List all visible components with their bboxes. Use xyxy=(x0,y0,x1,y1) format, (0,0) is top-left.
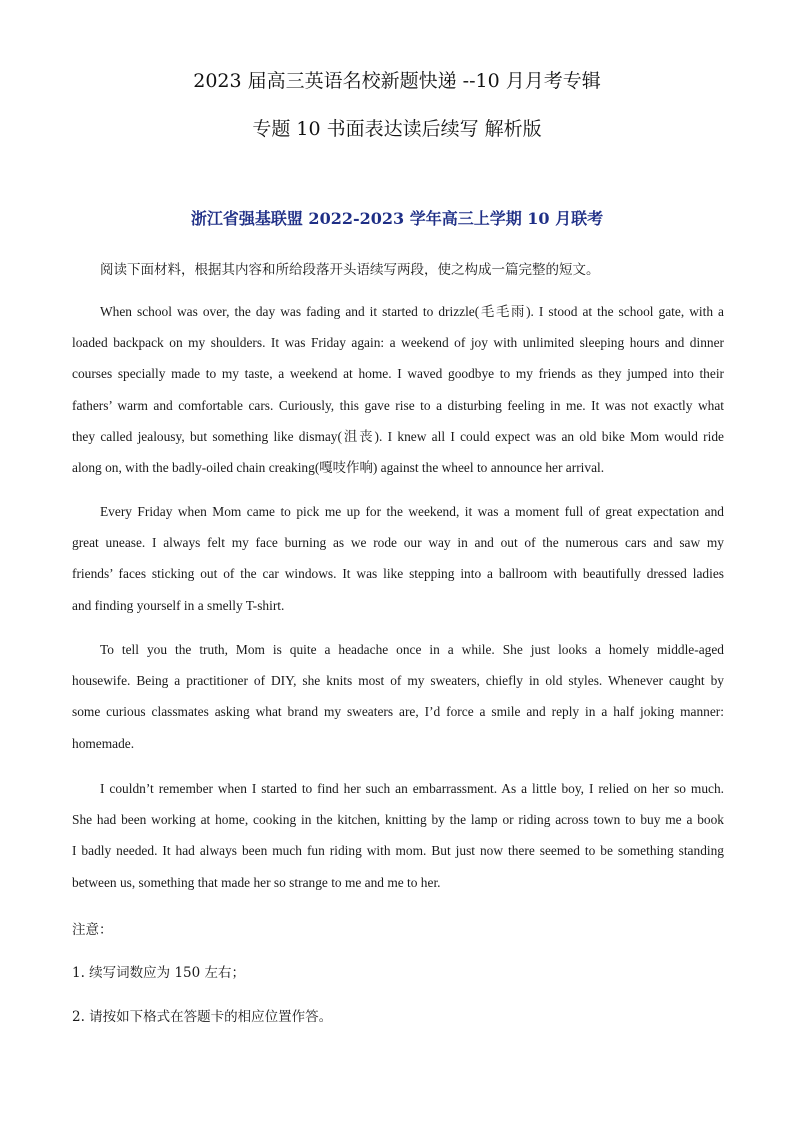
story-paragraph-4 xyxy=(72,773,724,898)
note-item: 1. 续写词数应为 150 左右； xyxy=(72,965,246,981)
notes-heading: 注意： xyxy=(72,922,113,938)
story-paragraph-2 xyxy=(72,496,724,621)
story-paragraph-3 xyxy=(72,634,724,759)
paragraph-line: Every Friday when Mom came to pick me up for the weekend, it was a moment full of great expectation and xyxy=(100,504,724,519)
paragraph-line: When school was over, the day was fading and it started to drizzle(毛毛雨). I stood at the school gate, with a xyxy=(100,304,724,319)
note-item: 2. 请按如下格式在答题卡的相应位置作答。 xyxy=(72,1009,333,1025)
paragraph-line: housewife. Being a practitioner of DIY, she knits most of my sweaters, chiefly in old styles. Whenever caught by xyxy=(72,673,724,689)
paragraph-line: great unease. I always felt my face burning as we rode our way in and out of the numerous cars and saw my xyxy=(72,535,724,551)
exam-source-heading: 浙江省强基联盟 2022-2023 学年高三上学期 10 月联考 xyxy=(190,209,604,228)
paragraph-line: I badly needed. It had always been much fun riding with mom. But just now there seemed to be something standing xyxy=(72,843,724,859)
paragraph-line: She had been working at home, cooking in the kitchen, knitting by the lamp or riding across town to buy me a book xyxy=(72,812,724,828)
task-instruction: 阅读下面材料，根据其内容和所给段落开头语续写两段，使之构成一篇完整的短文。 xyxy=(100,262,600,278)
paragraph-line: some curious classmates asking what brand my sweaters are, I’d force a smile and reply in a half joking manner: xyxy=(72,704,724,720)
paragraph-line: and finding yourself in a smelly T-shirt. xyxy=(72,597,285,613)
paragraph-line: I couldn’t remember when I started to find her such an embarrassment. As a little boy, I relied on her so much. xyxy=(100,781,724,796)
document-subtitle: 专题 10 书面表达读后续写 解析版 xyxy=(252,118,542,140)
paragraph-line: homemade. xyxy=(72,735,135,751)
paragraph-line: friends’ faces sticking out of the car windows. It was like stepping into a ballroom with beautifully dressed ladies xyxy=(72,566,724,582)
paragraph-line: To tell you the truth, Mom is quite a headache once in a while. She just looks a homely middle-aged xyxy=(100,642,724,657)
paragraph-line: loaded backpack on my shoulders. It was Friday again: a weekend of joy with unlimited sleeping hours and dinner xyxy=(72,335,724,351)
paragraph-line: courses specially made to my taste, a weekend at home. I waved goodbye to my friends as they jumped into their xyxy=(72,366,724,382)
paragraph-line: fathers’ warm and comfortable cars. Curiously, this gave rise to a disturbing feeling in me. It was not exactly what xyxy=(72,397,724,413)
document-title: 2023 届高三英语名校新题快递 --10 月月考专辑 xyxy=(193,70,601,92)
paragraph-line: between us, something that made her so strange to me and me to her. xyxy=(72,874,441,890)
paragraph-line: they called jealousy, but something like dismay(沮丧). I knew all I could expect was an old bike Mom would ride xyxy=(72,428,724,444)
paragraph-line: along on, with the badly-oiled chain creaking(嘎吱作响) against the wheel to announce her arrival. xyxy=(72,460,605,476)
story-paragraph-1 xyxy=(72,296,724,483)
